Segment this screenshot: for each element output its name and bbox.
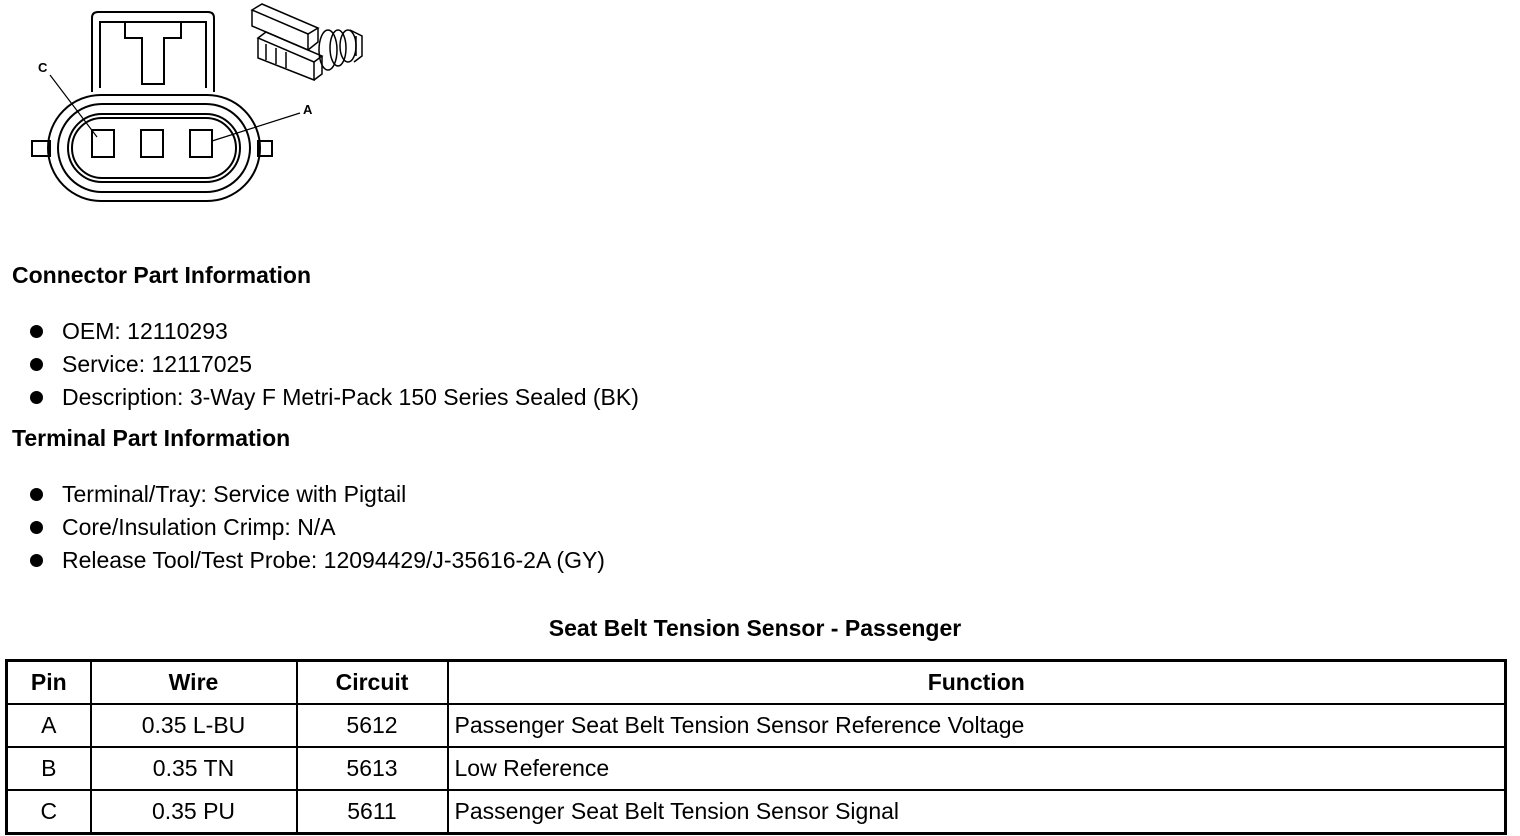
cell-function: Passenger Seat Belt Tension Sensor Reference Voltage [448,704,1506,747]
bullet-icon [30,554,43,567]
cell-circuit: 5612 [297,704,448,747]
cell-circuit: 5611 [297,790,448,834]
table-header-row [7,661,1506,705]
cell-pin: B [7,747,91,790]
cell-function: Passenger Seat Belt Tension Sensor Signal [448,790,1506,834]
connector-info-heading: Connector Part Information [12,262,312,288]
cell-wire: 0.35 TN [91,747,297,790]
connector-diagram [0,0,380,215]
connector-isometric-icon [252,4,362,80]
bullet-icon [30,325,43,338]
cell-wire: 0.35 L-BU [91,704,297,747]
terminal-cavity-b [141,130,163,157]
terminal-tray: Terminal/Tray: Service with Pigtail [62,481,407,507]
terminal-cavity-a [190,130,212,157]
list-item [0,478,605,511]
bullet-icon [30,488,43,501]
cell-wire: 0.35 PU [91,790,297,834]
pin-label-c: C [38,60,48,75]
connector-info-list [0,315,639,414]
locking-tab [92,12,214,92]
oem-part-number: OEM: 12110293 [62,318,228,344]
table-row [7,790,1506,834]
header-wire: Wire [91,661,297,705]
table-row [7,704,1506,747]
list-item [0,381,639,414]
bullet-icon [30,358,43,371]
header-function: Function [448,661,1506,705]
leader-line-a [212,113,300,141]
pinout-table [5,659,1507,835]
terminal-info-list [0,478,605,577]
header-circuit: Circuit [297,661,448,705]
table-row [7,747,1506,790]
header-pin: Pin [7,661,91,705]
release-tool: Release Tool/Test Probe: 12094429/J-35616-2A (GY) [62,547,605,573]
service-part-number: Service: 12117025 [62,351,253,377]
core-insulation-crimp: Core/Insulation Crimp: N/A [62,514,336,540]
cell-pin: C [7,790,91,834]
connector-body [32,95,272,201]
list-item [0,544,605,577]
pin-label-a: A [303,102,313,117]
bullet-icon [30,391,43,404]
cell-circuit: 5613 [297,747,448,790]
terminal-info-heading: Terminal Part Information [12,425,291,451]
list-item [0,348,639,381]
list-item [0,511,605,544]
cell-pin: A [7,704,91,747]
list-item [0,315,639,348]
connector-description: Description: 3-Way F Metri-Pack 150 Series Sealed (BK) [62,384,639,410]
table-title: Seat Belt Tension Sensor - Passenger [548,615,962,641]
cell-function: Low Reference [448,747,1506,790]
bullet-icon [30,521,43,534]
